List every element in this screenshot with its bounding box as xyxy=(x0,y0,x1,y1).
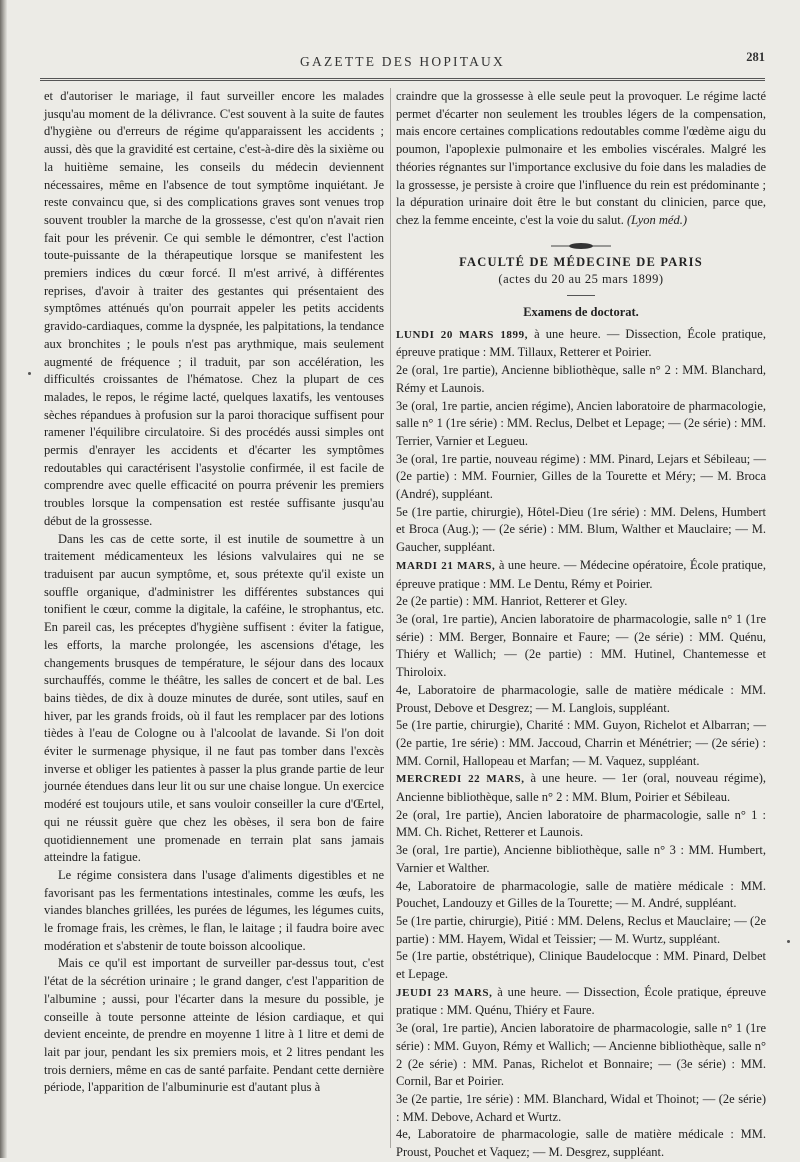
exam-entry: 3e (oral, 1re partie), Ancienne bibliothèque, salle n° 3 : MM. Humbert, Varnier et Walther. xyxy=(396,843,766,875)
exam-entry: 3e (oral, 1re partie), Ancien laboratoire de pharmacologie, salle n° 1 (1re série) : MM. Berger, Bonnaire et Faure; — (2e série) : MM. Quénu, Thiéry et Wallich; — (2e partie) : MM. Hutinel, Chantemesse et Thiroloix. xyxy=(396,611,766,680)
scan-speck xyxy=(28,372,31,375)
exams-title: Examens de doctorat. xyxy=(523,305,639,320)
right-column xyxy=(396,88,766,1162)
exam-entry-text: à une heure. — Dissection, École pratique, épreuve pratique : MM. Quénu, Thiéry et Faure. xyxy=(396,984,767,1018)
exam-entry: 4e, Laboratoire de pharmacologie, salle de matière médicale : MM. Pouchet, Landouzy et Gilles de la Tourette; — M. André, suppléant. xyxy=(396,878,766,911)
exam-entry: 5e (1re partie, chirurgie), Charité : MM. Guyon, Richelot et Albarran; — (2e partie, 1re série) : MM. Jaccoud, Charrin et Ménétrier; — (2e série) : MM. Cornil, Hallopeau et Marfan; — M. Vaquez, suppléant. xyxy=(396,718,766,768)
article-paragraph: Le régime consistera dans l'usage d'aliments digestibles et ne favorisant pas les fermentations intestinales, comme les œufs, les viandes blanches grillées, les purées de légumes, les légumes cuits, le fromage frais, les crèmes, le flan, le laitage ; il faudra boire avec modération et s'abstenir de toute boisson alcoolique. xyxy=(44,867,384,953)
exam-entry: 3e (2e partie, 1re série) : MM. Blanchard, Widal et Thoinot; — (2e série) : MM. Debove, Achard et Wurtz. xyxy=(396,1091,766,1124)
exam-entry: 3e (oral, 1re partie, ancien régime), Ancien laboratoire de pharmacologie, salle n° 1 (1re série) : MM. Reclus, Delbet et Lepage; — (2e série) : MM. Terrier, Varnier et Legueu. xyxy=(396,398,766,448)
exam-entry: 5e (1re partie, chirurgie), Pitié : MM. Delens, Reclus et Mauclaire; — (2e partie) : MM. Hayem, Widal et Teissier; — M. Wurtz, suppléant. xyxy=(396,913,766,946)
header-rule-top xyxy=(40,78,765,79)
page-header xyxy=(40,50,765,76)
exam-entry-text: à une heure. — Médecine opératoire, École pratique, épreuve pratique : MM. Le Dentu, Rémy et Poirier. xyxy=(396,557,766,591)
exam-day-entry xyxy=(396,326,766,362)
short-rule xyxy=(567,295,595,296)
exam-entry: 2e (oral, 1re partie), Ancienne bibliothèque, salle n° 2 : MM. Blanchard, Rémy et Launois. xyxy=(396,363,766,395)
exam-entry-text: à une heure. — 1er (oral, nouveau régime), Ancienne bibliothèque, salle n° 2 : MM. Blum, Poirier et Sébileau. xyxy=(396,771,766,805)
header-rule-bottom xyxy=(40,80,765,81)
page-spine-shadow xyxy=(0,0,7,1158)
article-paragraph: Dans les cas de cette sorte, il est inutile de soumettre à un traitement médicamenteux les lésions valvulaires qui ne se traduisent par aucun symptôme, et, sous prétexte qu'il existe un souffle organique, d'administrer les différentes substances qui tonifient le cœur, comme la digitale, la caféine, le strophantus, etc. En pareil cas, les préceptes d'hygiène suffisent : éviter la fatigue, les efforts, la marche prolongée, les ascensions d'étage, les changements brusques de température, le séjour dans des locaux surchauffés, comme le théâtre, les salles de concert et de bal. Les bains tièdes, de dix à douze minutes de durée, sont utiles, sauf en hiver, par les grands froids, où il faut les remplacer par des lotions tièdes à l'eau de Cologne ou à l'alcoolat de lavande. Si l'on doit éviter le surmenage physique, il ne faut pas tomber dans l'excès inverse et obliger les patientes à passer la plus grande partie de leur journée étendues dans leur lit ou sur une chaise longue. Un exercice modéré est toujours utile, et sans vouloir conseiller la cure d'Œrtel, qui ne réussit guère que chez les obèses, il sera bon de faire quotidiennement une promenade en terrain plat sans jamais atteindre la fatigue. xyxy=(44,531,384,865)
journal-title: GAZETTE DES HOPITAUX xyxy=(300,54,505,69)
exam-day-entry xyxy=(396,557,766,593)
exam-day-heading: MERCREDI 22 MARS, xyxy=(396,773,525,786)
exam-entry-text: à une heure. — Dissection, École pratique, épreuve pratique : MM. Tillaux, Retterer et Poirier. xyxy=(396,326,766,360)
article-source: (Lyon méd.) xyxy=(626,212,688,227)
section-ornament xyxy=(396,238,766,248)
exam-day-heading: LUNDI 20 MARS 1899, xyxy=(396,328,529,341)
scan-speck xyxy=(787,940,790,943)
exam-entry: 3e (oral, 1re partie), Ancien laboratoire de pharmacologie, salle n° 1 (1re série) : MM. Guyon, Rémy et Wallich; — Ancienne bibliothèque, salle n° 2 (2e série) : MM. Panas, Richelot et Bonnaire; — (3e série) : MM. Cornil, Bar et Poirier. xyxy=(396,1021,766,1089)
exam-day-entry xyxy=(396,770,766,806)
exam-entry: 2e (2e partie) : MM. Hanriot, Retterer et Gley. xyxy=(396,594,628,609)
exam-day-heading: MARDI 21 MARS, xyxy=(396,559,496,572)
article-paragraph: et d'autoriser le mariage, il faut surveiller encore les malades jusqu'au moment de la délivrance. C'est souvent à la suite de fautes d'hygiène ou d'erreurs de régime qu'apparaissent les accidents ; aussi, dès que la gravidité est certaine, c'est-à-dire dès la sixième ou la huitième semaine, les conseils du médecin deviennent nécessaires, même en l'absence de tout symptôme inquiétant. Je reste convaincu que, si des complications graves sont venues trop souvent troubler la marche de la grossesse, c'est qu'on n'avait rien fait pour les prévenir. Ce qui semble le démontrer, c'est l'action toute-puissante de la thérapeutique lorsque se manifestent les premiers indices du cœur forcé. Il m'est arrivé, à différentes reprises, d'avoir à traiter des gestantes qui présentaient des symptômes atténués qu'on pourrait appeler les petits accidents gravido-cardiaques, comme la dyspnée, les palpitations, la tendance aux bronchites ; le pouls n'est pas arythmique, mais seulement augmenté de fréquence ; il traduit, par son accélération, les difficultés croissantes de l'hématose. Chez la plupart de ces malades, le repos, le régime lacté, quelques laxatifs, les ventouses sèches répandues à profusion sur la paroi thoracique suffisent pour ramener l'équilibre circulatoire. Si des procédés aussi simples ont permis d'enrayer les accidents et d'écarter les symptômes redoutables qui caractérisent l'asystolie confirmée, il est facile de comprendre avec quelle efficacité on pourra prévenir les premiers troubles lorsque la compensation est restée suffisante jusqu'au début de la grossesse. xyxy=(44,89,384,528)
page-number: 281 xyxy=(746,50,765,64)
exam-day-heading: JEUDI 23 MARS, xyxy=(396,986,493,999)
faculty-subtitle: (actes du 20 au 25 mars 1899) xyxy=(498,272,664,287)
exam-entry: 4e, Laboratoire de pharmacologie, salle de matière médicale : MM. Proust, Pouchet et Vaquez; — M. Desgrez, suppléant. xyxy=(396,1127,766,1160)
faculty-title: FACULTÉ DE MÉDECINE DE PARIS xyxy=(459,254,703,269)
column-divider xyxy=(390,88,391,1148)
exam-day-entry xyxy=(396,984,766,1020)
exam-entry: 3e (oral, 1re partie, nouveau régime) : MM. Pinard, Lejars et Sébileau; — (2e partie) : MM. Fournier, Gilles de la Tourette et Méry; — M. Broca (André), suppléant. xyxy=(396,451,766,502)
exam-entry: 5e (1re partie, chirurgie), Hôtel-Dieu (1re série) : MM. Delens, Humbert et Broca (Aug.); — (2e série) : MM. Blum, Walther et Mauclaire; — M. Gaucher, suppléant. xyxy=(396,504,766,555)
exam-entry: 4e, Laboratoire de pharmacologie, salle de matière médicale : MM. Proust, Debove et Desgrez; — M. Langlois, suppléant. xyxy=(396,682,766,715)
exam-entry: 5e (1re partie, obstétrique), Clinique Baudelocque : MM. Pinard, Delbet et Lepage. xyxy=(396,949,766,982)
article-continuation xyxy=(396,88,766,230)
exam-entry: 2e (oral, 1re partie), Ancien laboratoire de pharmacologie, salle n° 1 : MM. Ch. Richet, Retterer et Launois. xyxy=(396,807,766,840)
left-column xyxy=(44,88,384,1097)
article-paragraph: Mais ce qu'il est important de surveiller par-dessus tout, c'est l'état de la sécrétion urinaire ; le grand danger, c'est l'apparition de l'albumine ; aussi, pour l'écarter dans la mesure du possible, je conseille à toute personne atteinte de lésion cardiaque, et qui devient enceinte, de prendre en moyenne 1 litre à 1 litre et demi de lait par jour, pendant les six premiers mois, et 2 litres pendant les trois derniers, même en cas de santé parfaite. Pendant cette dernière période, l'apparition de l'albuminurie est d'autant plus à xyxy=(44,956,384,1095)
article-continuation-text: craindre que la grossesse à elle seule peut la provoquer. Le régime lacté permet d'écarter non seulement les troubles légers de la compensation, mais encore certaines complications redoutables comme l'œdème aigu du poumon, l'apoplexie pulmonaire et les embolies viscérales. Malgré les théories régnantes sur l'importance exclusive du foie dans les maladies de la grossesse, je persiste à croire que l'influence du rein est prédominante ; la dépuration urinaire doit être le but constant du clinicien, parce que, chez la femme enceinte, c'est la voie du salut. xyxy=(396,89,766,227)
